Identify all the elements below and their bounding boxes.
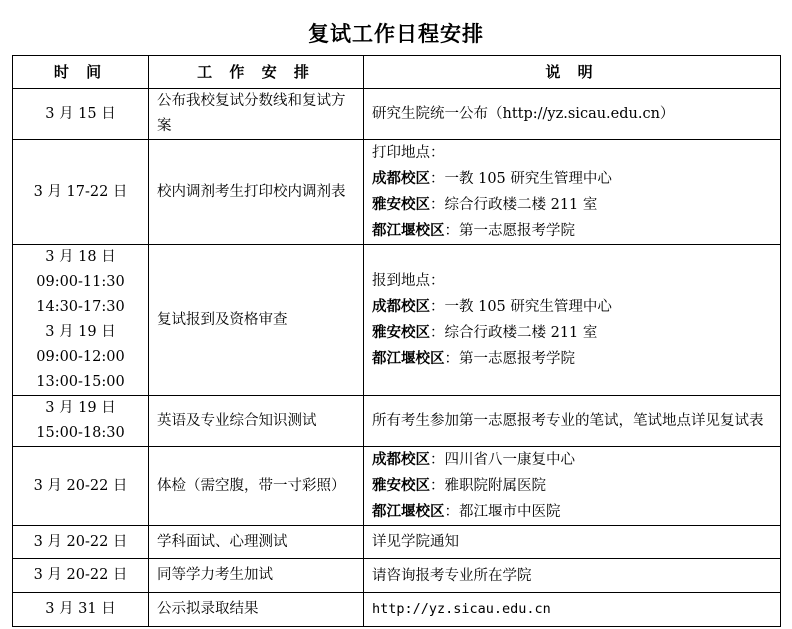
- note-cell: [364, 245, 781, 396]
- note-text: 打印地点：: [372, 145, 445, 161]
- schedule-table: [12, 55, 781, 627]
- task-cell: 体检（需空腹，带一寸彩照）: [149, 447, 364, 526]
- time-line: 3 月 20-22 日: [33, 533, 128, 550]
- note-text: ：一教 105 研究生管理中心: [430, 171, 612, 187]
- time-line: 15:00-18:30: [36, 425, 125, 441]
- task-cell: 校内调剂考生打印校内调剂表: [149, 140, 364, 245]
- note-line: [372, 101, 772, 127]
- note-line: [372, 563, 772, 589]
- time-cell: [13, 89, 149, 140]
- note-line: [372, 268, 772, 294]
- time-line: 09:00-11:30: [36, 274, 125, 290]
- note-text: ：都江堰市中医院: [444, 504, 561, 520]
- time-cell: [13, 140, 149, 245]
- table-row: [13, 593, 781, 627]
- time-line: 09:00-12:00: [36, 349, 125, 365]
- table-row: [13, 396, 781, 447]
- note-line: [372, 218, 772, 244]
- note-text: ：综合行政楼二楼 211 室: [430, 197, 598, 213]
- note-line: [372, 140, 772, 166]
- time-line: 3 月 15 日: [45, 105, 116, 122]
- header-note: 说 明: [364, 56, 781, 89]
- time-cell: [13, 526, 149, 559]
- note-text: 报到地点：: [372, 273, 445, 289]
- note-cell: [364, 89, 781, 140]
- time-cell: [13, 396, 149, 447]
- note-text: http://yz.sicau.edu.cn: [372, 601, 551, 617]
- time-cell: [13, 559, 149, 593]
- table-row: [13, 89, 781, 140]
- time-line: 14:30-17:30: [36, 299, 125, 315]
- task-cell: 同等学力考生加试: [149, 559, 364, 593]
- time-line: 3 月 18 日: [45, 249, 116, 265]
- note-line: [372, 499, 772, 525]
- time-line: 3 月 19 日: [45, 400, 116, 416]
- campus-label: 都江堰校区: [372, 503, 445, 520]
- note-text: 所有考生参加第一志愿报考专业的笔试，笔试地点详见复试表: [372, 413, 764, 429]
- campus-label: 都江堰校区: [372, 350, 445, 367]
- campus-label: 雅安校区: [372, 196, 430, 213]
- note-text: ：综合行政楼二楼 211 室: [430, 325, 598, 341]
- note-text: ：一教 105 研究生管理中心: [430, 299, 612, 315]
- campus-label: 雅安校区: [372, 477, 430, 494]
- task-cell: 复试报到及资格审查: [149, 245, 364, 396]
- time-line: 3 月 20-22 日: [33, 477, 128, 494]
- note-text: 详见学院通知: [372, 534, 459, 550]
- table-row: [13, 245, 781, 396]
- note-line: [372, 166, 772, 192]
- note-line: [372, 597, 772, 622]
- note-cell: [364, 447, 781, 526]
- note-line: [372, 294, 772, 320]
- campus-label: 都江堰校区: [372, 222, 445, 239]
- table-row: [13, 140, 781, 245]
- note-text: ：雅职院附属医院: [430, 478, 546, 494]
- task-cell: 公布我校复试分数线和复试方案: [149, 89, 364, 140]
- note-text: ：第一志愿报考学院: [444, 223, 575, 239]
- campus-label: 成都校区: [372, 170, 430, 187]
- note-cell: [364, 559, 781, 593]
- time-line: 3 月 31 日: [45, 601, 116, 617]
- note-line: [372, 346, 772, 372]
- time-line: 3 月 19 日: [45, 324, 116, 340]
- note-cell: [364, 140, 781, 245]
- note-line: [372, 447, 772, 473]
- campus-label: 成都校区: [372, 451, 430, 468]
- header-task: 工 作 安 排: [149, 56, 364, 89]
- campus-label: 雅安校区: [372, 324, 430, 341]
- note-line: [372, 529, 772, 555]
- task-cell: 学科面试、心理测试: [149, 526, 364, 559]
- note-text: 研究生院统一公布（http://yz.sicau.edu.cn）: [372, 106, 675, 122]
- note-text: 请咨询报考专业所在学院: [372, 567, 532, 584]
- note-cell: [364, 526, 781, 559]
- table-row: [13, 559, 781, 593]
- note-line: [372, 320, 772, 346]
- header-row: [13, 56, 781, 89]
- time-cell: [13, 447, 149, 526]
- time-line: 3 月 17-22 日: [33, 183, 128, 200]
- time-line: 3 月 20-22 日: [33, 567, 128, 583]
- task-cell: 英语及专业综合知识测试: [149, 396, 364, 447]
- note-cell: [364, 593, 781, 627]
- note-line: [372, 473, 772, 499]
- header-time: 时 间: [13, 56, 149, 89]
- page-title: 复试工作日程安排: [308, 21, 484, 46]
- time-line: 13:00-15:00: [36, 374, 125, 390]
- note-line: [372, 408, 772, 434]
- time-cell: [13, 593, 149, 627]
- campus-label: 成都校区: [372, 298, 430, 315]
- note-text: ：第一志愿报考学院: [444, 351, 575, 367]
- note-line: [372, 192, 772, 218]
- table-row: [13, 447, 781, 526]
- task-cell: 公示拟录取结果: [149, 593, 364, 627]
- table-row: [13, 526, 781, 559]
- time-cell: [13, 245, 149, 396]
- note-text: ：四川省八一康复中心: [430, 452, 575, 468]
- note-cell: [364, 396, 781, 447]
